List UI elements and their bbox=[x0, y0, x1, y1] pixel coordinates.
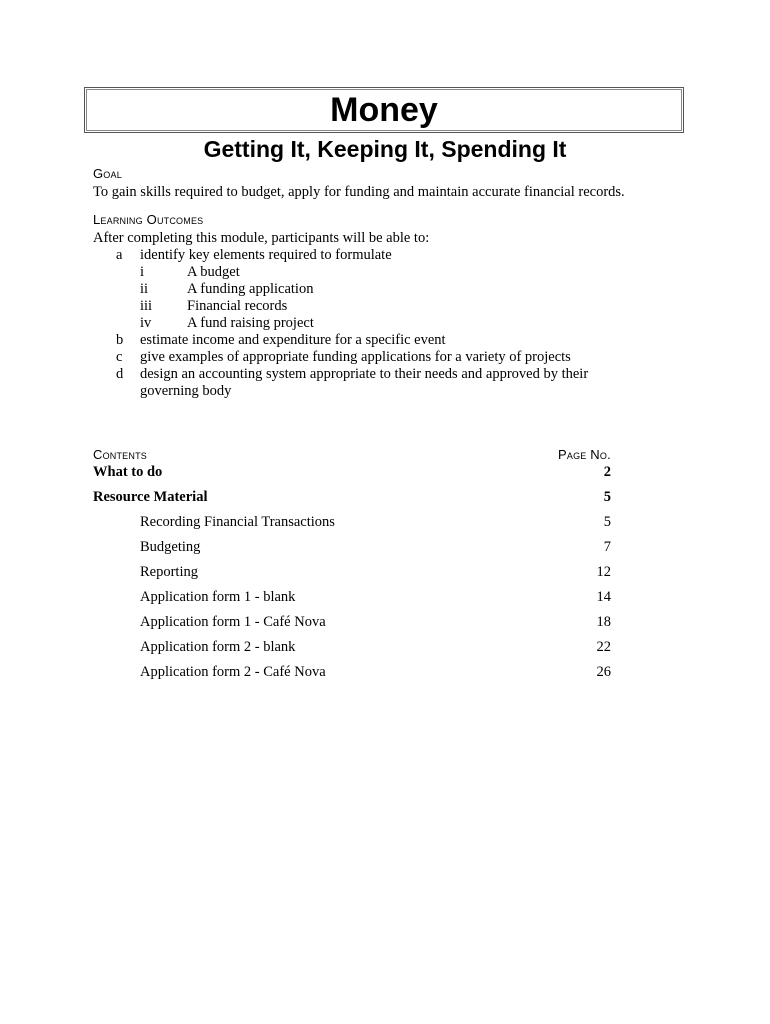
contents-row bbox=[93, 639, 633, 664]
contents-row-page: 7 bbox=[603, 539, 611, 555]
contents-row-page: 22 bbox=[596, 639, 611, 655]
outcome-text: give examples of appropriate funding applications for a variety of projects bbox=[140, 349, 571, 365]
goal-text: To gain skills required to budget, apply for funding and maintain accurate financial records. bbox=[93, 184, 625, 200]
outcome-sub-marker: iii bbox=[140, 298, 153, 314]
contents-row bbox=[93, 664, 633, 689]
outcome-text: estimate income and expenditure for a specific event bbox=[140, 332, 446, 348]
contents-row bbox=[93, 464, 633, 489]
contents-table bbox=[93, 464, 633, 689]
outcome-text: identify key elements required to formulate bbox=[140, 247, 392, 263]
contents-row-label: What to do bbox=[93, 464, 163, 480]
outcome-marker: c bbox=[116, 349, 123, 365]
learning-outcomes-intro: After completing this module, participants will be able to: bbox=[93, 230, 430, 246]
page-number-heading: Page No. bbox=[558, 447, 611, 462]
document-subtitle: Getting It, Keeping It, Spending It bbox=[203, 136, 567, 162]
contents-row-page: 5 bbox=[603, 489, 611, 505]
contents-row bbox=[93, 589, 633, 614]
contents-row-page: 26 bbox=[596, 664, 611, 680]
title-box bbox=[84, 87, 684, 133]
contents-row bbox=[93, 614, 633, 639]
contents-row-label: Budgeting bbox=[140, 539, 201, 555]
contents-row-label: Application form 1 - blank bbox=[140, 589, 296, 605]
outcome-marker: d bbox=[116, 366, 124, 382]
outcome-sub-text: Financial records bbox=[187, 298, 288, 314]
outcome-sub-marker: i bbox=[140, 264, 145, 280]
contents-row bbox=[93, 564, 633, 589]
contents-row-label: Application form 2 - blank bbox=[140, 639, 296, 655]
outcome-marker: b bbox=[116, 332, 124, 348]
contents-row-page: 14 bbox=[596, 589, 611, 605]
contents-row bbox=[93, 539, 633, 564]
outcome-sub-marker: iv bbox=[140, 315, 152, 331]
outcome-sub-text: A fund raising project bbox=[187, 315, 314, 331]
goal-heading: Goal bbox=[93, 166, 122, 181]
contents-row-label: Recording Financial Transactions bbox=[140, 514, 335, 530]
learning-outcomes-heading: Learning Outcomes bbox=[93, 212, 204, 227]
outcome-text: design an accounting system appropriate to their needs and approved by their bbox=[140, 366, 589, 382]
contents-row-label: Resource Material bbox=[93, 489, 208, 505]
contents-row-page: 2 bbox=[603, 464, 611, 480]
contents-row-page: 18 bbox=[596, 614, 611, 630]
outcome-marker: a bbox=[116, 247, 123, 263]
contents-row-page: 5 bbox=[603, 514, 611, 530]
contents-row-label: Reporting bbox=[140, 564, 198, 580]
outcome-sub-text: A budget bbox=[187, 264, 240, 280]
outcome-sub-text: A funding application bbox=[187, 281, 314, 297]
contents-row-label: Application form 1 - Café Nova bbox=[140, 614, 326, 630]
contents-row bbox=[93, 514, 633, 539]
outcome-sub-marker: ii bbox=[140, 281, 149, 297]
document-title: Money bbox=[330, 91, 438, 129]
contents-heading: Contents bbox=[93, 447, 147, 462]
contents-row bbox=[93, 489, 633, 514]
contents-row-label: Application form 2 - Café Nova bbox=[140, 664, 326, 680]
contents-row-page: 12 bbox=[596, 564, 611, 580]
outcome-text-continued: governing body bbox=[140, 383, 232, 399]
